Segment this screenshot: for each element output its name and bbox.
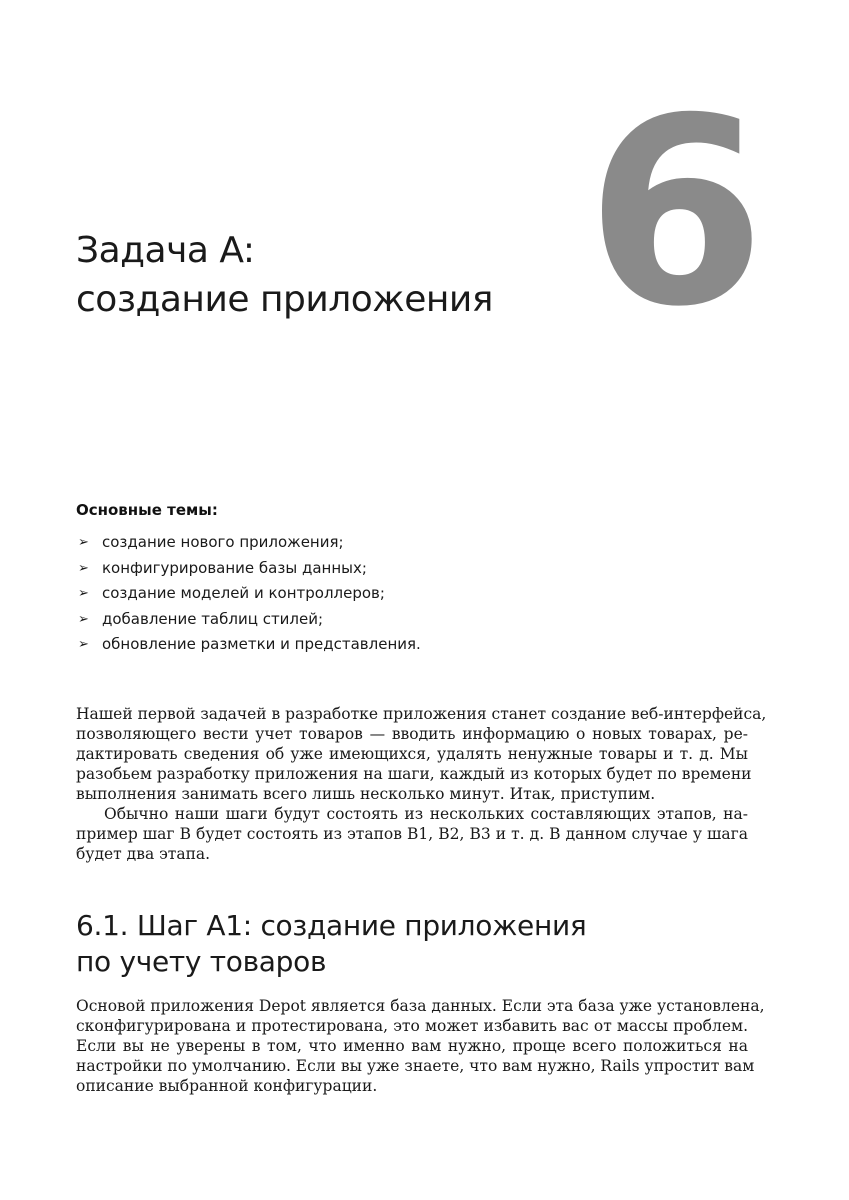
text-line: Обычно наши шаги будут состоять из нескольких составляющих этапов, на- xyxy=(104,805,748,823)
arrow-bullet-icon: ➢ xyxy=(78,586,89,601)
text-line: Если вы не уверены в том, что именно вам нужно, проще всего положиться на xyxy=(76,1037,748,1055)
text-line: настройки по умолчанию. Если вы уже знаете, что вам нужно, Rails упростит вам xyxy=(76,1057,755,1075)
text-line: сконфигурирована и протестирована, это может избавить вас от массы проблем. xyxy=(76,1017,748,1035)
arrow-bullet-icon: ➢ xyxy=(78,535,89,550)
section-heading xyxy=(76,908,586,980)
key-topic-text: добавление таблиц стилей; xyxy=(102,609,324,628)
key-topic-item xyxy=(76,632,776,658)
key-topic-item xyxy=(76,530,776,556)
text-line: будет два этапа. xyxy=(76,845,211,863)
section-heading-line: по учету товаров xyxy=(76,945,327,978)
text-line: Основой приложения Depot является база данных. Если эта база уже установлена, xyxy=(76,997,765,1015)
key-topic-text: создание моделей и контроллеров; xyxy=(102,584,385,602)
text-line: Нашей первой задачей в разработке приложения станет создание веб-интерфейса, xyxy=(76,705,767,723)
arrow-bullet-icon: ➢ xyxy=(78,637,89,652)
key-topic-item xyxy=(76,556,776,582)
key-topics-list xyxy=(76,530,776,658)
text-line: дактировать сведения об уже имеющихся, удалять ненужные товары и т. д. Мы xyxy=(76,745,748,763)
section-paragraph xyxy=(76,996,765,1096)
key-topic-text: конфигурирование базы данных; xyxy=(102,558,367,577)
intro-paragraph xyxy=(76,704,767,804)
intro-paragraph-2 xyxy=(76,804,748,864)
text-line: выполнения занимать всего лишь несколько минут. Итак, приступим. xyxy=(76,785,656,803)
key-topic-text: создание нового приложения; xyxy=(102,533,344,551)
arrow-bullet-icon: ➢ xyxy=(78,611,89,627)
text-line: описание выбранной конфигурации. xyxy=(76,1077,378,1095)
chapter-title-line: создание приложения xyxy=(76,279,493,320)
section-heading-line: 6.1. Шаг A1: создание приложения xyxy=(76,909,587,942)
key-topic-text: обновление разметки и представления. xyxy=(102,635,421,653)
chapter-title-line: Задача A: xyxy=(76,230,255,271)
key-topic-item xyxy=(76,607,776,633)
arrow-bullet-icon: ➢ xyxy=(78,560,89,576)
chapter-title xyxy=(76,226,493,324)
text-line: разобьем разработку приложения на шаги, каждый из которых будет по времени xyxy=(76,765,752,783)
key-topics xyxy=(76,500,776,658)
key-topics-heading: Основные темы: xyxy=(76,501,218,519)
text-line: позволяющего вести учет товаров — вводить информацию о новых товарах, ре- xyxy=(76,725,748,743)
text-line: пример шаг B будет состоять из этапов B1, B2, B3 и т. д. В данном случае у шага xyxy=(76,825,748,843)
chapter-number: 6 xyxy=(586,63,762,363)
key-topic-item xyxy=(76,581,776,607)
